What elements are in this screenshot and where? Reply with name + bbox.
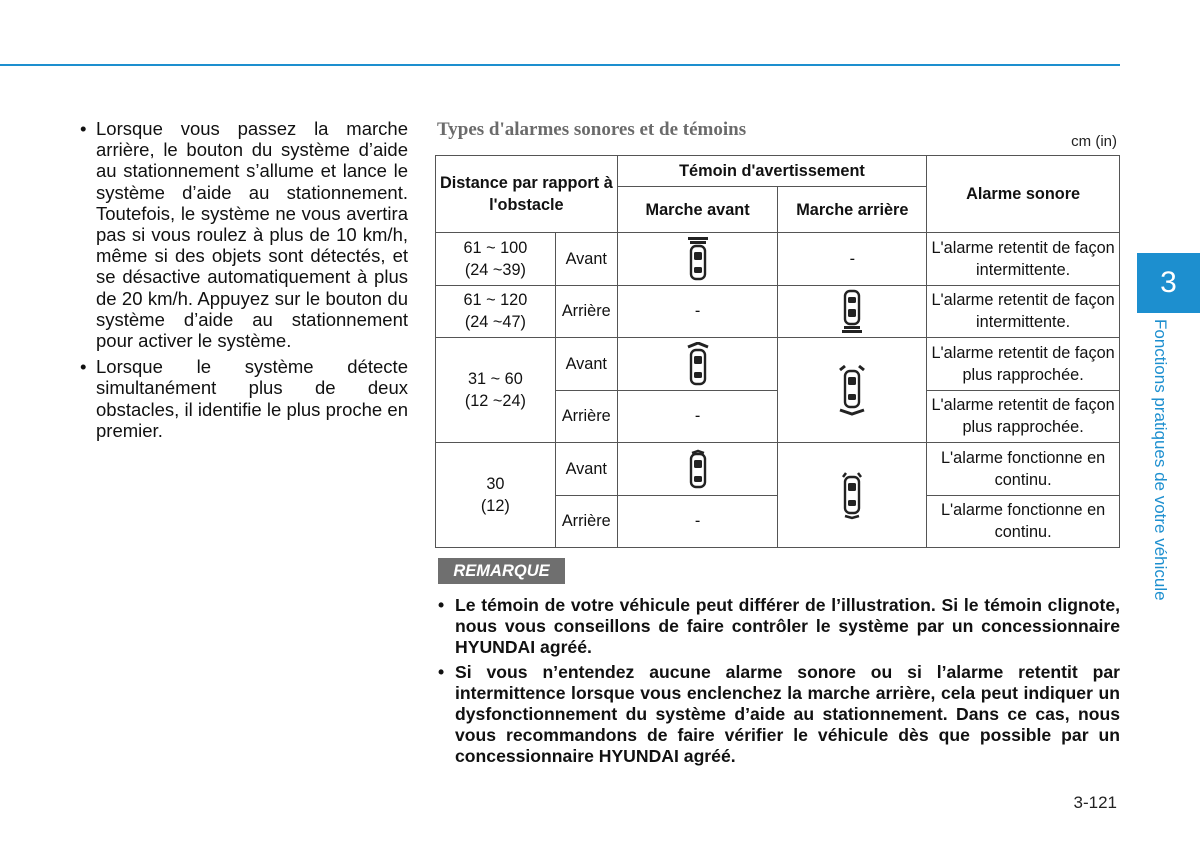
car-front-far-icon [617,233,778,286]
distance-cell: 30 (12) [436,443,556,548]
left-bullet-list [78,118,408,441]
car-front-near-icon [617,443,778,496]
note-badge: REMARQUE [438,558,565,584]
header-rule [0,64,1120,66]
chapter-title: Fonctions pratiques de votre véhicule [1151,319,1170,601]
list-item: • Lorsque vous passez la marche arrière, le bouton du système d’aide au stationnement s’allume et lance le système d’aide au stationnement. Toutefois, le système ne vous avertira pas si vous roulez à plus de 10 km/h, même si des objets sont détectés, et se désactive automatiquement à plus de 20 km/h. Appuyez sur le bouton du système d’aide au stationnement pour activer le système. [78,118,408,351]
sensor-cell: Arrière [555,495,617,548]
header-forward: Marche avant [617,187,778,233]
alarm-cell: L'alarme fonctionne en continu. [927,443,1120,496]
sensor-cell: Avant [555,443,617,496]
table-row [436,443,1120,496]
list-item: • Le témoin de votre véhicule peut différer de l’illustration. Si le témoin clignote, nous vous conseillons de faire contrôler le système par un concessionnaire HYUNDAI agréé. [437,595,1120,657]
table-title: Types d'alarmes sonores et de témoins [437,119,747,140]
alarm-cell: L'alarme retentit de façon plus rapprochée. [927,338,1120,391]
list-item: • Si vous n’entendez aucune alarme sonore ou si l’alarme retentit par intermittence lorsque vous enclenchez la marche arrière, cela peut indiquer un dysfonctionnement du système d’aide au stationnement. Dans ce cas, nous vous recommandons de faire vérifier le véhicule dès que possible par un concessionnaire HYUNDAI agréé. [437,662,1120,766]
reverse-cell: - [778,233,927,286]
chapter-tab: 3 [1137,253,1200,313]
header-sound: Alarme sonore [927,156,1120,233]
alarm-cell: L'alarme retentit de façon intermittente. [927,233,1120,286]
table-row [436,285,1120,338]
page-number: 3-121 [1073,793,1117,812]
distance-cell: 31 ~ 60 (12 ~24) [436,338,556,443]
sensor-cell: Avant [555,338,617,391]
distance-cell: 61 ~ 120 (24 ~47) [436,285,556,338]
header-warning-light: Témoin d'avertissement [617,156,927,187]
left-column [78,118,408,446]
table-unit: cm (in) [1071,133,1117,150]
sensor-cell: Arrière [555,285,617,338]
alarm-cell: L'alarme fonctionne en continu. [927,495,1120,548]
alarm-cell: L'alarme retentit de façon plus rapprochée. [927,390,1120,443]
table-row [436,233,1120,286]
header-reverse: Marche arrière [778,187,927,233]
sensor-cell: Arrière [555,390,617,443]
header-distance: Distance par rapport à l'obstacle [436,156,618,233]
distance-cell: 61 ~ 100 (24 ~39) [436,233,556,286]
alarm-cell: L'alarme retentit de façon intermittente. [927,285,1120,338]
note-list [437,595,1120,771]
list-item: • Lorsque le système détecte simultanément plus de deux obstacles, il identifie le plus proche en premier. [78,356,408,441]
sensor-cell: Avant [555,233,617,286]
alarm-table [435,155,1120,548]
forward-cell: - [617,495,778,548]
table-row [436,338,1120,391]
forward-cell: - [617,285,778,338]
car-front-rear-near-icon [778,443,927,548]
car-rear-far-icon [778,285,927,338]
forward-cell: - [617,390,778,443]
car-front-rear-mid-icon [778,338,927,443]
car-front-mid-icon [617,338,778,391]
